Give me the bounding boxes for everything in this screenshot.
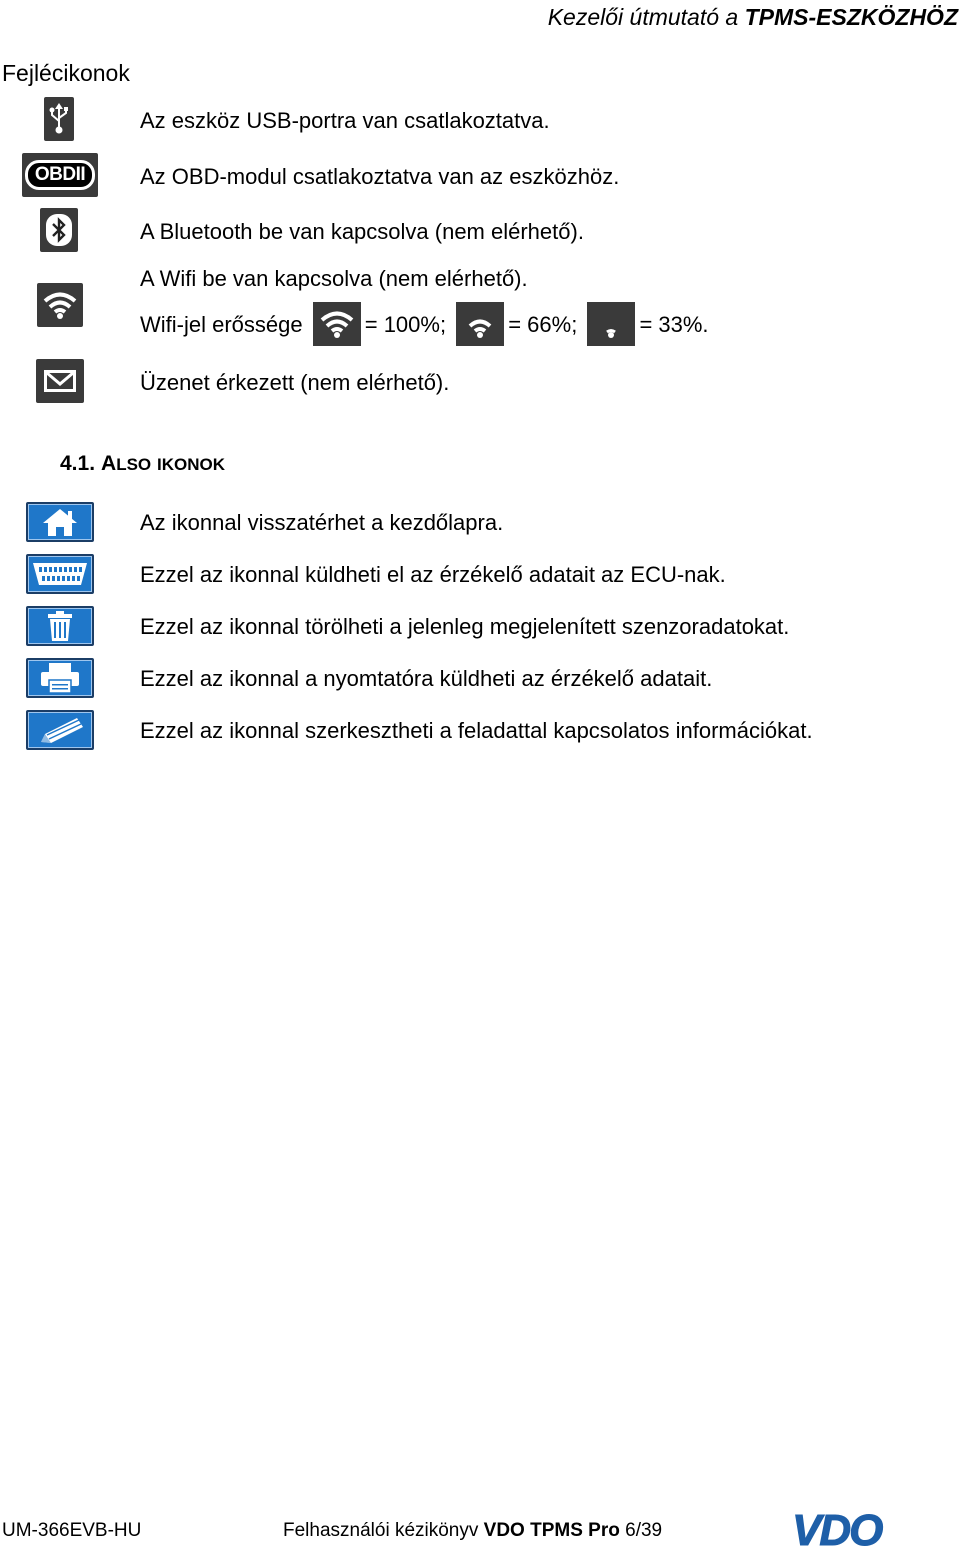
wifi-description: A Wifi be van kapcsolva (nem elérhető). [140, 266, 528, 291]
obd-icon [22, 153, 98, 197]
footer-manual-label: Felhasználói kézikönyv [283, 1520, 479, 1541]
section-number: 4.1. [60, 452, 96, 475]
print-description: Ezzel az ikonnal a nyomtatóra küldheti az érzékelő adatait. [140, 666, 713, 691]
section-title-part2: IKONOK [157, 455, 225, 474]
vdo-logo-text: VDO [792, 1510, 882, 1550]
page-number: 6/39 [625, 1520, 663, 1541]
wifi-full-icon [313, 302, 361, 346]
wifi-mid-icon [456, 302, 504, 346]
header-prefix: Kezelői útmutató a [547, 4, 745, 30]
wifi-low-icon [587, 302, 635, 346]
section-title-part1: LSO [116, 455, 152, 474]
ecu-send-description: Ezzel az ikonnal küldheti el az érzékelő adatait az ECU-nak. [140, 562, 726, 587]
wifi-low-value: = 33%. [639, 311, 709, 337]
edit-description: Ezzel az ikonnal szerkesztheti a feladattal kapcsolatos információkat. [140, 718, 813, 743]
doc-code: UM-366EVB-HU [2, 1520, 142, 1541]
bluetooth-description: A Bluetooth be van kapcsolva (nem elérhető). [140, 219, 584, 244]
wifi-mid-value: = 66%; [508, 311, 578, 337]
obd-icon-label: OBDII [25, 160, 95, 190]
home-icon [26, 502, 94, 542]
vdo-logo [792, 1510, 958, 1555]
trash-icon [26, 606, 94, 646]
wifi-icon [37, 283, 83, 327]
usb-description: Az eszköz USB-portra van csatlakoztatva. [140, 108, 550, 133]
mail-icon [36, 359, 84, 403]
delete-description: Ezzel az ikonnal törölheti a jelenleg megjelenített szenzoradatokat. [140, 614, 790, 639]
section-title-initial: A [101, 452, 117, 475]
usb-icon [44, 97, 74, 141]
home-description: Az ikonnal visszatérhet a kezdőlapra. [140, 510, 504, 535]
bluetooth-icon [40, 208, 78, 252]
message-description: Üzenet érkezett (nem elérhető). [140, 370, 450, 395]
running-header [548, 4, 958, 31]
obd-description: Az OBD-modul csatlakoztatva van az eszközhöz. [140, 164, 620, 189]
status-icons-title: Fejlécikonok [2, 60, 130, 86]
footer-manual-product: VDO TPMS Pro [483, 1520, 620, 1541]
printer-icon [26, 658, 94, 698]
wifi-strength-row [140, 304, 709, 348]
footer-manual [283, 1520, 662, 1542]
pencil-icon [26, 710, 94, 750]
wifi-strength-label: Wifi-jel erőssége [140, 311, 303, 337]
wifi-full-value: = 100%; [364, 311, 447, 337]
section-heading [60, 452, 225, 476]
header-product: TPMS-ESZKÖZHÖZ [744, 4, 958, 30]
ecu-send-icon [26, 554, 94, 594]
